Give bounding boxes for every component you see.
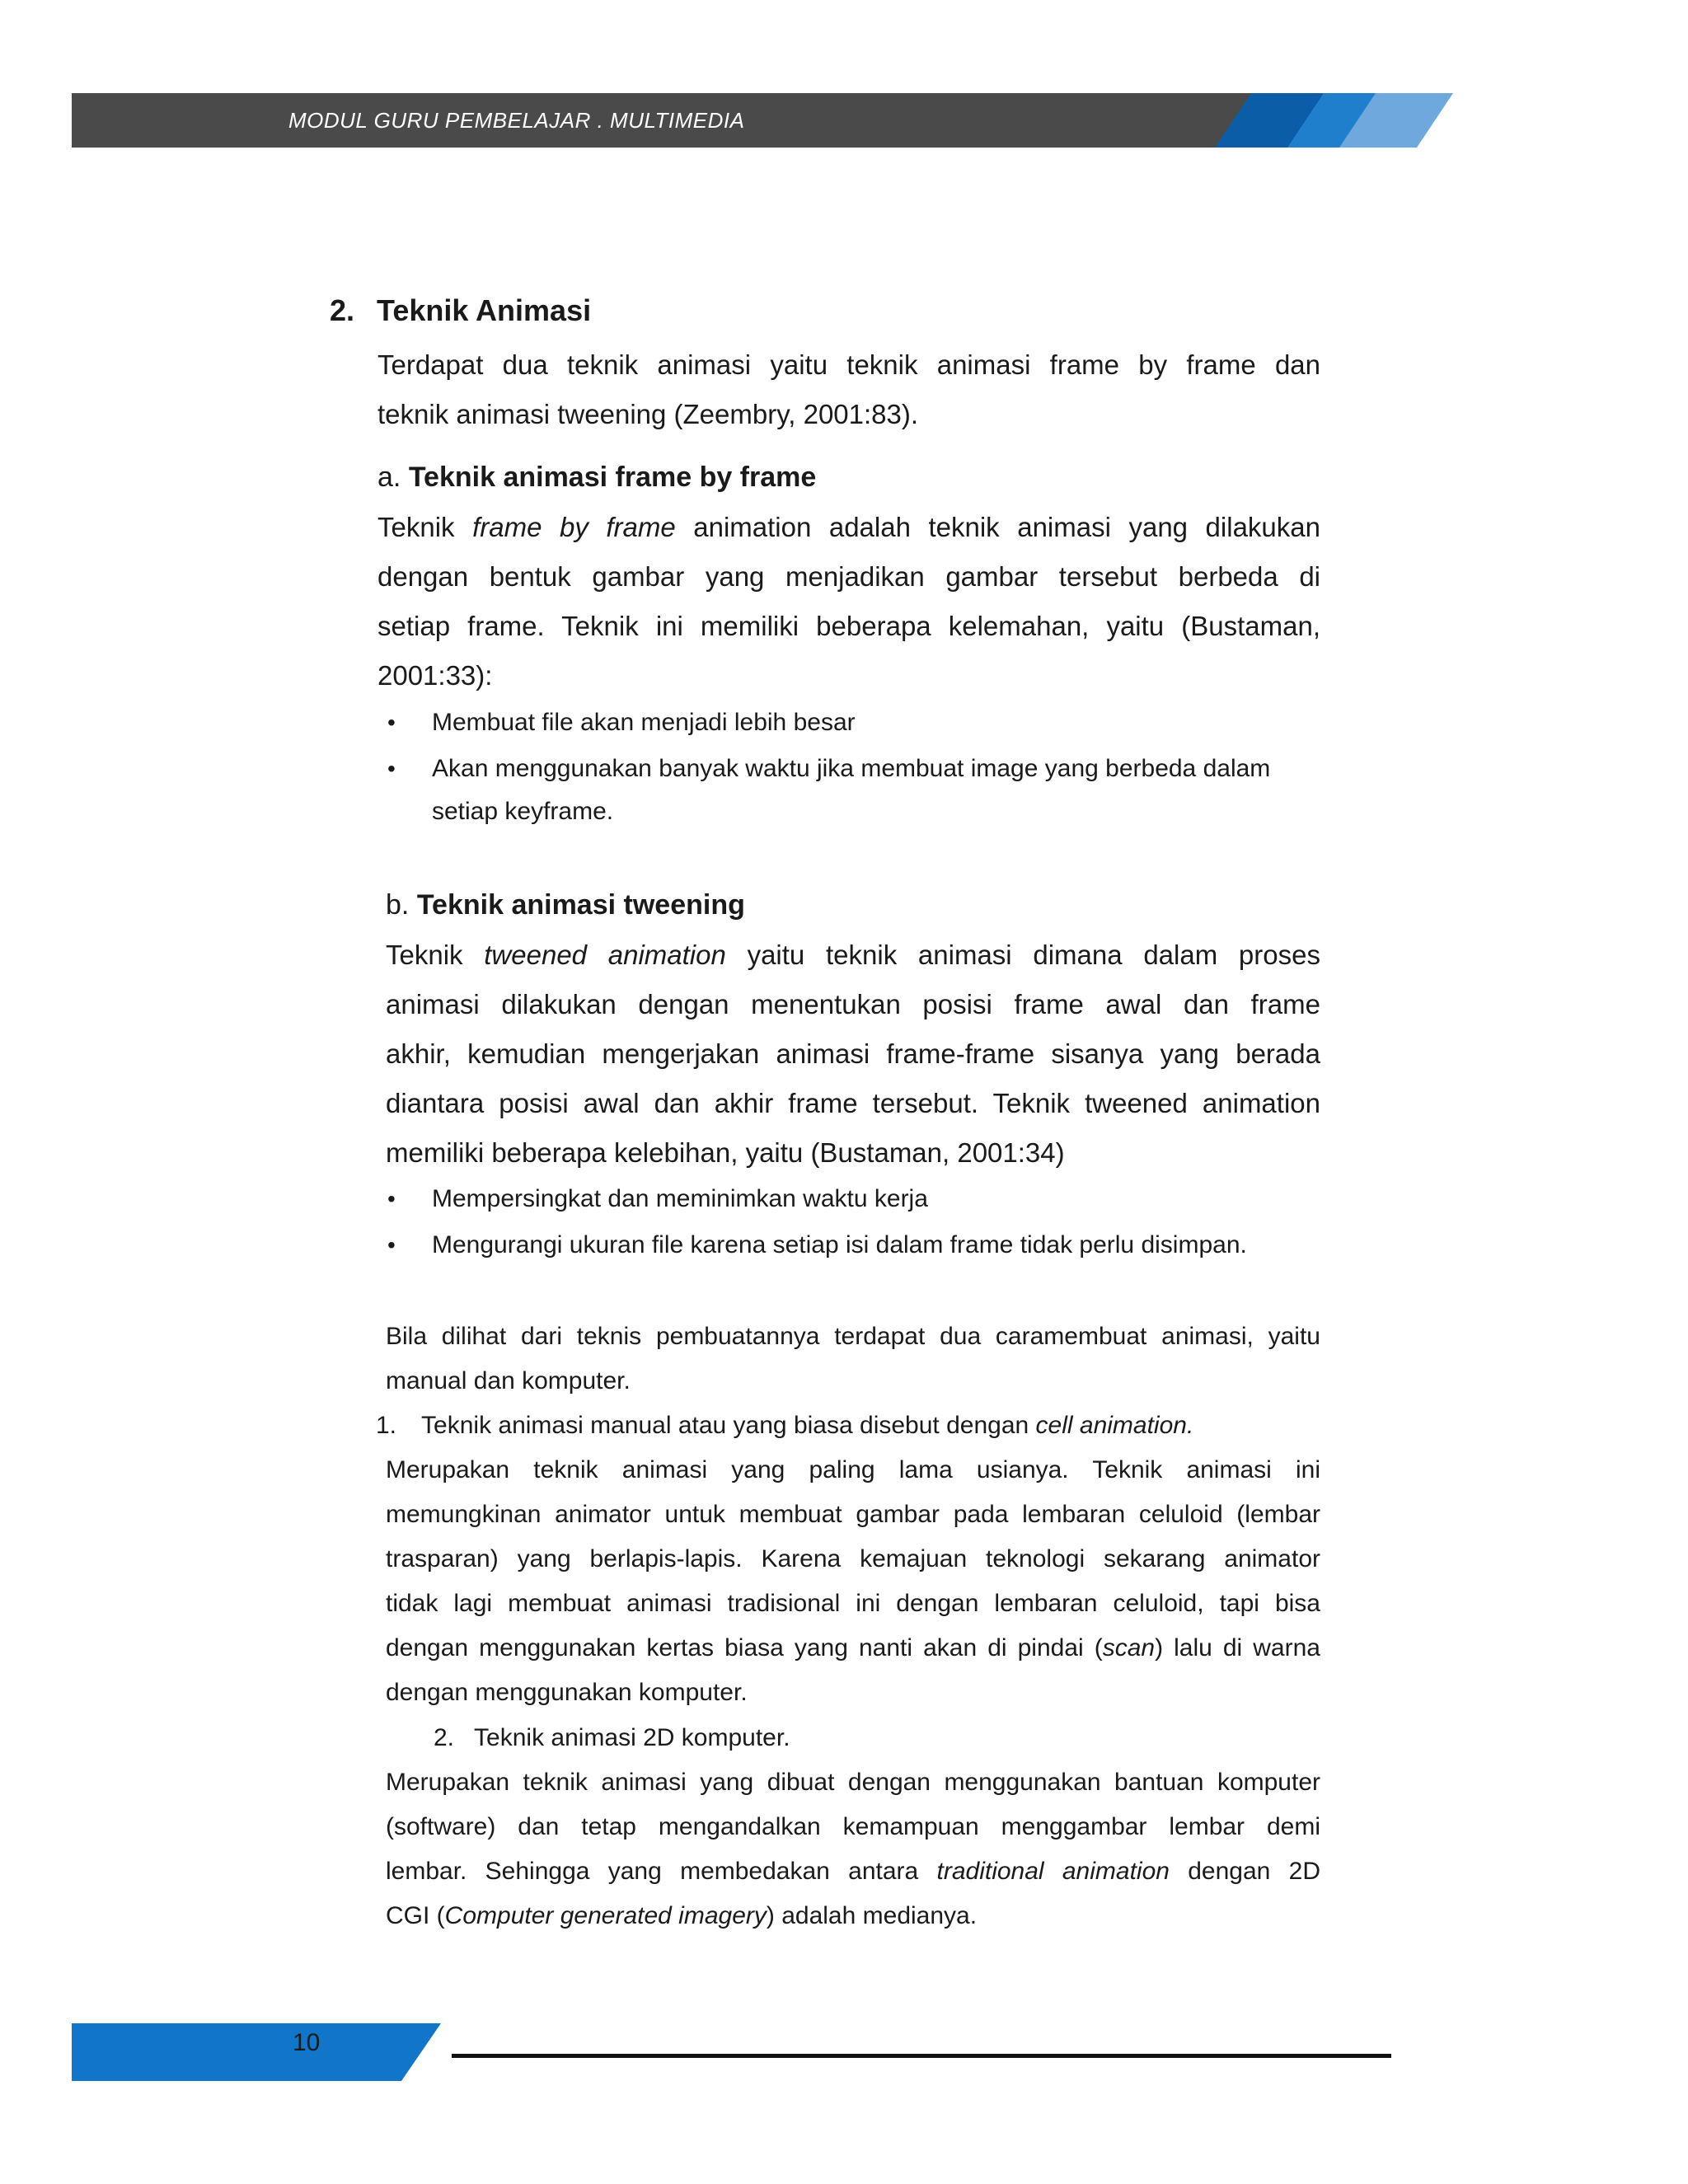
para-line: memiliki beberapa kelebihan, yaitu (Bustaman, 2001:34)	[386, 1137, 1065, 1168]
para-line: dengan bentuk gambar yang menjadikan gambar tersebut berbeda di	[377, 561, 1320, 592]
para-line: tidak lagi membuat animasi tradisional ini dengan lembaran celuloid, tapi bisa	[386, 1590, 1320, 1617]
para-line: Merupakan teknik animasi yang dibuat dengan menggunakan bantuan komputer	[386, 1769, 1320, 1796]
para-line: akhir, kemudian mengerjakan animasi frame-frame sisanya yang berada	[386, 1038, 1320, 1069]
footer-band	[72, 2023, 441, 2081]
para-line: Teknik tweened animation yaitu teknik animasi dimana dalam proses	[386, 940, 1320, 970]
para-line: dengan menggunakan komputer.	[386, 1679, 748, 1706]
para-line: Bila dilihat dari teknis pembuatannya terdapat dua caramembuat animasi, yaitu	[386, 1323, 1320, 1350]
subheading-a-title: Teknik animasi frame by frame	[408, 462, 817, 493]
list-item: • Membuat file akan menjadi lebih besar	[432, 701, 856, 745]
sub-a-paragraph	[377, 503, 1320, 701]
numbered-item-2: 2. Teknik animasi 2D komputer.	[434, 1724, 790, 1751]
page-number: 10	[293, 2029, 321, 2056]
section-title: Teknik Animasi	[377, 293, 592, 327]
section-number: 2.	[330, 293, 355, 327]
header-title: MODUL GURU PEMBELAJAR . MULTIMEDIA	[288, 108, 745, 133]
footer-rule	[452, 2054, 1391, 2058]
para-line: setiap frame. Teknik ini memiliki beberapa kelemahan, yaitu (Bustaman,	[377, 611, 1320, 641]
para-line: memungkinan animator untuk membuat gambar pada lembaran celuloid (lembar	[386, 1501, 1320, 1528]
section-intro	[377, 340, 1320, 439]
para-line: lembar. Sehingga yang membedakan antara traditional animation dengan 2D	[386, 1858, 1320, 1885]
para-line: Merupakan teknik animasi yang paling lama usianya. Teknik animasi ini	[386, 1456, 1320, 1483]
subheading-a-prefix: a.	[377, 462, 409, 493]
list-item: • Akan menggunakan banyak waktu jika membuat image yang berbeda dalam	[432, 747, 1270, 791]
manual-intro	[386, 1315, 1320, 1404]
subheading-a	[377, 462, 816, 494]
subheading-b	[386, 889, 745, 921]
subheading-b-title: Teknik animasi tweening	[416, 889, 745, 921]
para-line: CGI (Computer generated imagery) adalah medianya.	[386, 1902, 978, 1929]
list-item: • Mengurangi ukuran file karena setiap isi dalam frame tidak perlu disimpan.	[432, 1223, 1247, 1268]
para-line: trasparan) yang berlapis-lapis. Karena kemajuan teknologi sekarang animator	[386, 1545, 1320, 1572]
para-line: manual dan komputer.	[386, 1367, 631, 1394]
para-line: diantara posisi awal dan akhir frame tersebut. Teknik tweened animation	[386, 1088, 1320, 1118]
item-1-description	[386, 1448, 1320, 1715]
para-line: Teknik frame by frame animation adalah teknik animasi yang dilakukan	[377, 512, 1320, 542]
sub-b-paragraph	[386, 930, 1320, 1178]
para-line: dengan menggunakan kertas biasa yang nanti akan di pindai (scan) lalu di warna	[386, 1634, 1320, 1661]
item-2-description	[386, 1760, 1320, 1938]
para-line: 2001:33):	[377, 660, 493, 691]
intro-line: Terdapat dua teknik animasi yaitu teknik animasi frame by frame dan	[377, 349, 1320, 380]
section-heading	[330, 293, 591, 328]
list-item: • Mempersingkat dan meminimkan waktu kerja	[432, 1177, 928, 1221]
intro-line: teknik animasi tweening (Zeembry, 2001:83).	[377, 399, 919, 429]
subheading-b-prefix: b.	[386, 889, 417, 921]
bullet-icon: •	[387, 1186, 396, 1212]
bullet-icon: •	[387, 1232, 396, 1258]
para-line: (software) dan tetap mengandalkan kemampuan menggambar lembar demi	[386, 1813, 1320, 1840]
para-line: animasi dilakukan dengan menentukan posisi frame awal dan frame	[386, 989, 1320, 1019]
list-item-continuation: setiap keyframe.	[432, 798, 614, 825]
numbered-item-1: 1. Teknik animasi manual atau yang biasa disebut dengan cell animation.	[376, 1412, 1194, 1439]
bullet-icon: •	[387, 710, 396, 735]
bullet-icon: •	[387, 756, 396, 781]
